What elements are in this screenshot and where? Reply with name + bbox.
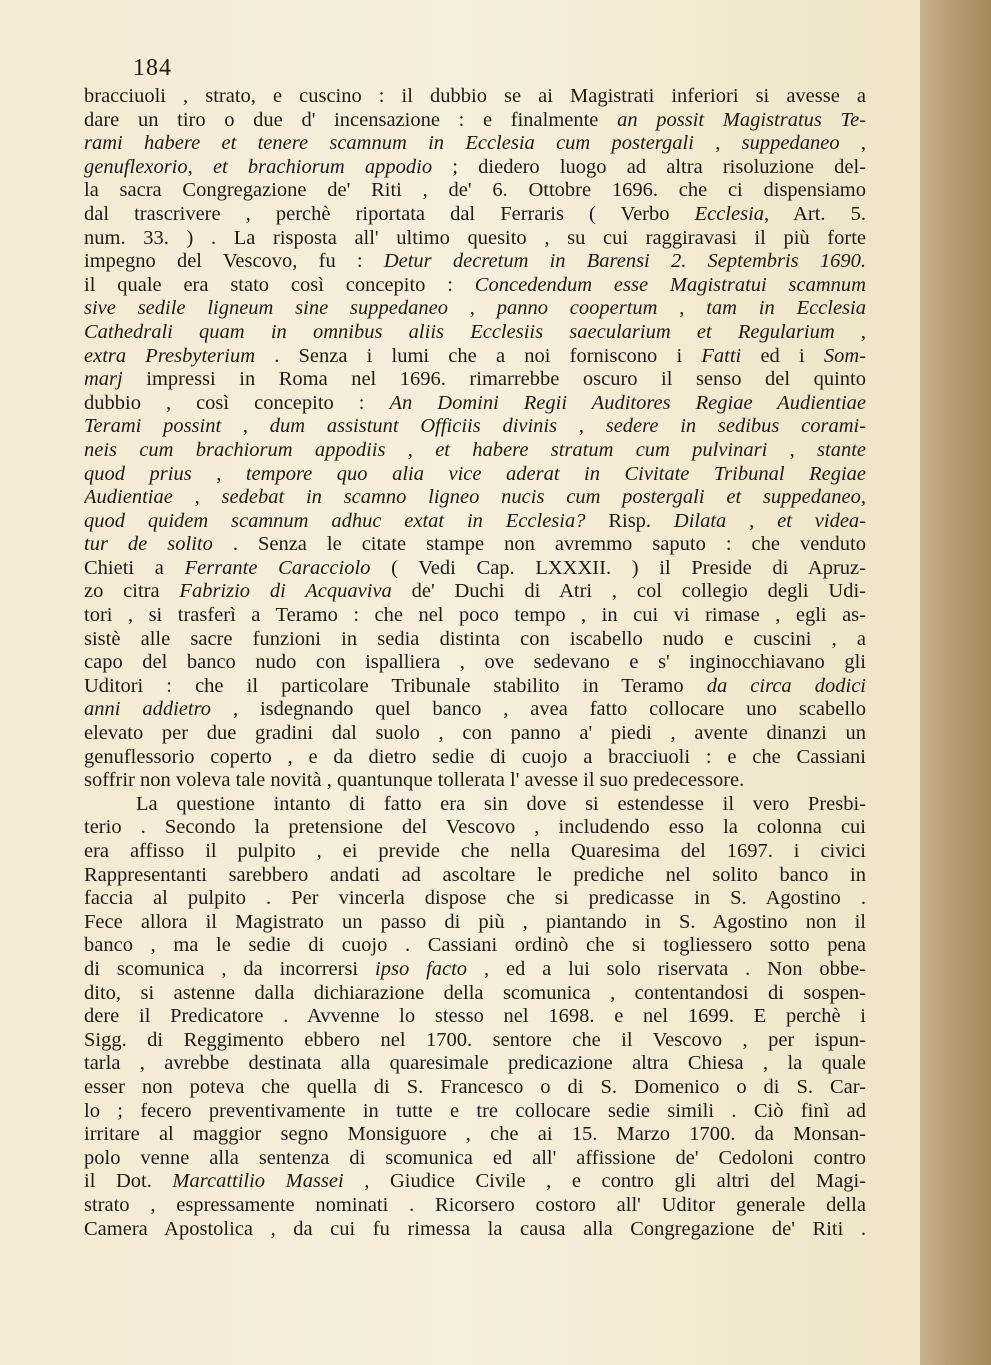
text-segment: zo citra: [84, 580, 180, 603]
text-segment: il quale era stato così concepito :: [84, 273, 475, 296]
text-line: [84, 1005, 866, 1029]
italic-text: rami habere et tenere scamnum in Ecclesia cum postergali: [84, 132, 694, 155]
text-segment: ,: [726, 509, 778, 532]
text-segment: . Senza i lumi che a noi forniscono i: [255, 344, 702, 367]
text-segment: Camera Apostolica , da cui fu rimessa la causa alla Congregazione de' Riti .: [84, 1217, 866, 1240]
text-line: [84, 722, 866, 746]
text-segment: era affisso il pulpito , ei previde che nella Quaresima del 1697. i civici: [84, 840, 866, 862]
text-segment: ,: [860, 486, 866, 509]
text-line: [84, 250, 866, 274]
text-line: [84, 557, 866, 581]
text-line: [84, 698, 866, 722]
italic-text: sedebat in scamno ligneo nucis cum postergali et suppedaneo: [221, 486, 861, 509]
italic-text: an possit Magistratus Te-: [617, 108, 866, 131]
text-line: [84, 533, 866, 557]
text-segment: Risp.: [585, 509, 674, 532]
text-line: [84, 227, 866, 251]
italic-text: Fabrizio di Acquaviva: [179, 580, 392, 603]
text-line: [84, 840, 866, 864]
text-segment: dito, si astenne dalla dichiarazione della scomunica , contentandosi di sospen-: [84, 981, 866, 1004]
text-segment: dal trascrivere , perchè riportata dal Ferraris ( Verbo: [84, 202, 695, 225]
italic-text: marj: [84, 368, 123, 391]
italic-text: anni addietro: [84, 698, 212, 721]
text-line: [84, 463, 866, 487]
text-segment: Rappresentanti sarebbero andati ad ascoltare le prediche nel solito banco in: [84, 863, 866, 886]
italic-text: Dilata: [673, 509, 727, 532]
text-segment: irritare al maggior segno Monsiguore , che ai 15. Marzo 1700. da Monsan-: [84, 1123, 866, 1146]
text-line: [84, 368, 866, 392]
text-line: [84, 203, 866, 227]
text-line: [84, 1194, 866, 1218]
italic-text: An Domini Regii Auditores Regiae Audientiae: [389, 391, 866, 414]
text-segment: ,: [385, 438, 436, 461]
text-line: [84, 746, 866, 770]
text-line: [84, 345, 866, 369]
text-segment: genuflessorio coperto , e da dietro sedie di cuojo a bracciuoli : e che Cassiani: [84, 745, 866, 768]
text-segment: banco , ma le sedie di cuojo . Cassiani ordinò che si togliessero sotto pena: [84, 934, 866, 957]
italic-text: extra Presbyterium: [84, 344, 255, 367]
text-segment: num. 33. ) . La risposta all' ultimo quesito , su cui raggiravasi il più forte: [84, 226, 866, 249]
italic-text: sedere in sedibus corami-: [605, 415, 866, 438]
text-segment: dere il Predicatore . Avvenne lo stesso nel 1698. e nel 1699. E perchè i: [84, 1005, 866, 1028]
text-segment: , Art. 5.: [764, 202, 866, 225]
text-segment: de' Duchi di Atri , col collegio degli Udi-: [391, 580, 866, 603]
text-line: [84, 156, 866, 180]
text-line: [84, 604, 866, 628]
text-segment: dubbio , così concepito :: [84, 391, 390, 414]
italic-text: Concedendum esse Magistratui scamnum: [474, 273, 866, 296]
text-segment: bracciuoli , strato, e cuscino : il dubbio se ai Magistrati inferiori si avesse a: [84, 85, 866, 107]
text-segment: dare un tiro o due d' incensazione : e finalmente: [84, 108, 618, 131]
text-line: [84, 887, 866, 911]
text-line: [84, 651, 866, 675]
italic-text: stante: [817, 438, 866, 461]
text-segment: ,: [187, 155, 213, 178]
text-segment: , Giudice Civile , e contro gli altri del Magi-: [343, 1170, 866, 1193]
text-line: [84, 85, 866, 109]
text-segment: , isdegnando quel banco , avea fatto collocare uno scabello: [211, 698, 866, 721]
italic-text: genuflexorio: [84, 155, 188, 178]
text-segment: polo venne alla sentenza di scomunica ed all' affissione de' Cedoloni contro: [84, 1146, 866, 1169]
italic-text: Fatti: [701, 344, 742, 367]
italic-text: dum assistunt Officiis divinis: [269, 415, 558, 438]
italic-text: Som-: [823, 344, 866, 367]
text-line: [84, 392, 866, 416]
italic-text: Ferrante Caracciolo: [184, 556, 371, 579]
page-number: 184: [133, 55, 172, 81]
text-segment: Fece allora il Magistrato un passo di più , piantando in S. Agostino non il: [84, 910, 866, 933]
italic-text: sive sedile ligneum sine suppedaneo: [84, 297, 448, 320]
text-segment: impressi in Roma nel 1696. rimarrebbe oscuro il senso del quinto: [122, 368, 866, 391]
text-segment: ed i: [741, 344, 824, 367]
text-line: [84, 793, 866, 817]
text-line: [84, 1218, 866, 1242]
text-segment: tori , si trasferì a Teramo : che nel poco tempo , in cui vi rimase , egli as-: [84, 604, 866, 627]
text-segment: il Dot.: [84, 1170, 173, 1193]
italic-text: quod prius: [84, 462, 192, 485]
text-segment: ,: [767, 438, 818, 461]
text-segment: strato , espressamente nominati . Ricorsero costoro all' Uditor generale della: [84, 1193, 866, 1216]
italic-text: da circa dodici: [706, 674, 866, 697]
text-segment: tarla , avrebbe destinata alla quaresimale predicazione altra Chiesa , la quale: [84, 1052, 866, 1075]
text-line: [84, 179, 866, 203]
text-segment: , ed a lui solo riservata . Non obbe-: [467, 957, 866, 980]
text-segment: lo ; fecero preventivamente in tutte e tre collocare sedie simili . Ciò finì ad: [84, 1099, 866, 1122]
text-segment: ,: [221, 415, 270, 438]
text-line: [84, 274, 866, 298]
text-segment: ,: [693, 132, 742, 155]
text-segment: ,: [447, 297, 497, 320]
text-line: [84, 1170, 866, 1194]
italic-text: Detur decretum in Barensi 2. Septembris 1690.: [383, 250, 866, 273]
text-line: [84, 439, 866, 463]
text-segment: ,: [172, 486, 222, 509]
text-line: [84, 109, 866, 133]
italic-text: ipso facto: [375, 957, 468, 980]
italic-text: quod quidem scamnum adhuc extat in Ecclesia?: [84, 509, 586, 532]
text-segment: capo del banco nudo con ispalliera , ove sedevano e s' inginocchiavano gli: [84, 651, 866, 674]
text-segment: ,: [834, 320, 866, 343]
body-text: [84, 85, 866, 1241]
text-line: [84, 132, 866, 156]
text-segment: esser non poteva che quella di S. Francesco o di S. Domenico o di S. Car-: [84, 1075, 866, 1098]
text-line: [84, 1123, 866, 1147]
italic-text: Audientiae: [84, 486, 173, 509]
text-segment: la sacra Congregazione de' Riti , de' 6. Ottobre 1696. che ci dispensiamo: [84, 179, 866, 202]
text-line: [84, 958, 866, 982]
text-line: [84, 934, 866, 958]
italic-text: tur de solito: [84, 533, 213, 556]
text-line: [84, 415, 866, 439]
italic-text: suppedaneo: [741, 132, 840, 155]
text-line: [84, 510, 866, 534]
text-segment: elevato per due gradini dal suolo , con panno a' piedi , avente dinanzi un: [84, 722, 866, 745]
italic-text: et habere stratum cum pulvinari: [435, 438, 768, 461]
text-segment: sistè alle sacre funzioni in sedia distinta con iscabello nudo e cuscini , a: [84, 627, 866, 650]
text-segment: terio . Secondo la pretensione del Vescovo , includendo esso la colonna cui: [84, 816, 866, 839]
text-segment: soffrir non voleva tale novità , quantunque tollerata l' avesse il suo predecessore.: [84, 769, 745, 792]
text-segment: Sigg. di Reggimento ebbero nel 1700. sentore che il Vescovo , per ispun-: [84, 1028, 866, 1051]
text-line: [84, 982, 866, 1006]
text-line: [84, 816, 866, 840]
text-segment: ,: [191, 462, 246, 485]
text-line: [84, 675, 866, 699]
text-segment: Chieti a: [84, 556, 185, 579]
text-segment: La questione intanto di fatto era sin dove si estendesse il vero Presbi-: [136, 792, 866, 815]
italic-text: et videa-: [777, 509, 866, 532]
text-line: [84, 1076, 866, 1100]
text-line: [84, 864, 866, 888]
italic-text: Ecclesia: [694, 202, 765, 225]
text-line: [84, 1052, 866, 1076]
text-segment: ,: [557, 415, 606, 438]
italic-text: panno coopertum: [496, 297, 658, 320]
text-line: [84, 911, 866, 935]
page-edge: [920, 0, 991, 1365]
text-line: [84, 1029, 866, 1053]
text-line: [84, 297, 866, 321]
text-segment: ,: [839, 132, 866, 155]
text-line: [84, 1100, 866, 1124]
text-segment: . Senza le citate stampe non avremmo saputo : che venduto: [212, 533, 866, 556]
italic-text: tempore quo alia vice aderat in Civitate Tribunal Regiae: [245, 462, 866, 485]
text-line: [84, 321, 866, 345]
text-segment: Uditori : che il particolare Tribunale stabilito in Teramo: [84, 674, 707, 697]
text-line: [84, 486, 866, 510]
text-segment: faccia al pulpito . Per vincerla dispose che si predicasse in S. Agostino .: [84, 887, 866, 910]
text-segment: impegno del Vescovo, fu :: [84, 250, 384, 273]
text-line: [84, 769, 866, 793]
text-line: [84, 580, 866, 604]
text-segment: ; diedero luogo ad altra risoluzione del-: [432, 155, 866, 178]
italic-text: Terami possint: [84, 415, 222, 438]
italic-text: et brachiorum appodio: [212, 155, 433, 178]
text-line: [84, 1147, 866, 1171]
italic-text: Cathedrali quam in omnibus aliis Ecclesiis saecularium et Regularium: [84, 320, 835, 343]
italic-text: Marcattilio Massei: [172, 1170, 344, 1193]
text-segment: ,: [657, 297, 707, 320]
text-segment: ( Vedi Cap. LXXXII. ) il Preside di Apruz-: [370, 556, 866, 579]
text-segment: di scomunica , da incorrersi: [84, 957, 376, 980]
italic-text: neis cum brachiorum appodiis: [84, 438, 386, 461]
italic-text: tam in Ecclesia: [706, 297, 866, 320]
text-line: [84, 628, 866, 652]
